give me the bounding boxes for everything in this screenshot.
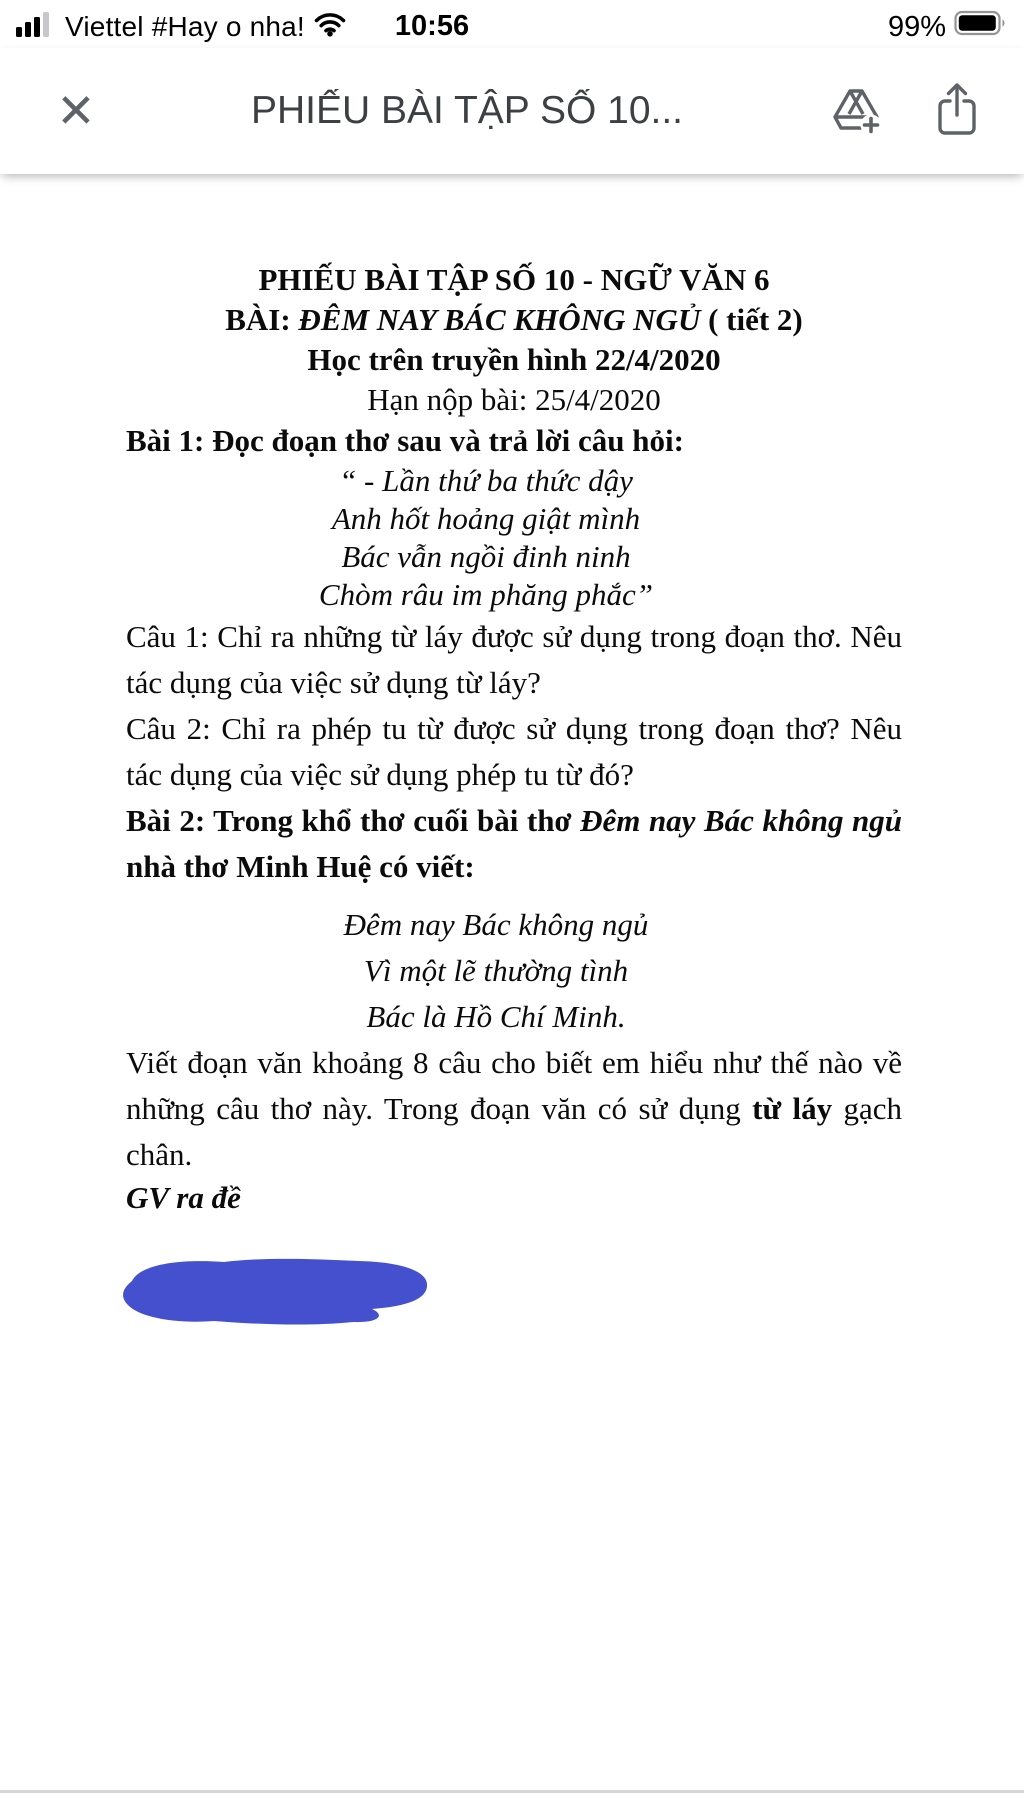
task-paragraph: Viết đoạn văn khoảng 8 câu cho biết em hiểu như thế nào về những câu thơ này. Trong đoạn văn có sử dụng từ láy gạch chân. bbox=[126, 1045, 903, 1172]
battery-percent: 99% bbox=[887, 10, 946, 43]
document-viewer-header bbox=[0, 48, 1024, 174]
doc-deadline-line: Hạn nộp bài: 25/4/2020 bbox=[367, 382, 661, 417]
document-title: PHIẾU BÀI TẬP SỐ 10... bbox=[250, 89, 684, 132]
carrier-label: Viettel #Hay o nha! bbox=[65, 11, 305, 42]
redaction-scribble bbox=[114, 1254, 434, 1328]
exercise1-heading: Bài 1: Đọc đoạn thơ sau và trả lời câu hỏi: bbox=[126, 423, 684, 458]
doc-title-line2: BÀI: ĐÊM NAY BÁC KHÔNG NGỦ ( tiết 2) bbox=[225, 302, 803, 337]
share-icon bbox=[934, 81, 980, 142]
doc-title-line1: PHIẾU BÀI TẬP SỐ 10 - NGỮ VĂN 6 bbox=[258, 262, 770, 297]
poem-1-line: Chòm râu im phăng phắc” bbox=[318, 577, 654, 612]
document-scroll-area[interactable] bbox=[0, 174, 1024, 1820]
poem-1-line: Bác vẫn ngồi đinh ninh bbox=[341, 539, 631, 574]
doc-title-line3: Học trên truyền hình 22/4/2020 bbox=[307, 342, 721, 377]
save-to-drive-button[interactable] bbox=[830, 85, 882, 138]
cellular-signal-icon bbox=[16, 11, 56, 44]
question-1: Câu 1: Chỉ ra những từ láy được sử dụng trong đoạn thơ. Nêu tác dụng của việc sử dụng từ láy? bbox=[126, 619, 902, 700]
drive-add-icon bbox=[830, 85, 882, 138]
teacher-signature-label: GV ra đề bbox=[126, 1180, 241, 1215]
battery-icon bbox=[954, 10, 1008, 44]
close-icon: ✕ bbox=[56, 84, 96, 137]
question-2: Câu 2: Chỉ ra phép tu từ được sử dụng trong đoạn thơ? Nêu tác dụng của việc sử dụng phép tu từ đó? bbox=[126, 711, 902, 792]
poem-2 bbox=[126, 902, 902, 1040]
page-boundary-divider bbox=[0, 1790, 1024, 1793]
wifi-icon bbox=[314, 11, 346, 44]
poem-1-line: Anh hốt hoảng giật mình bbox=[331, 501, 641, 536]
close-button[interactable] bbox=[48, 83, 104, 139]
exercise2-heading: Bài 2: Trong khổ thơ cuối bài thơ Đêm nay Bác không ngủ nhà thơ Minh Huệ có viết: bbox=[126, 803, 902, 884]
poem-1 bbox=[126, 462, 902, 614]
status-bar bbox=[0, 0, 1024, 48]
status-time: 10:56 bbox=[394, 10, 470, 42]
share-button[interactable] bbox=[934, 81, 980, 142]
poem-2-line: Đêm nay Bác không ngủ bbox=[343, 907, 649, 942]
poem-2-line: Bác là Hồ Chí Minh. bbox=[366, 999, 626, 1034]
poem-2-line: Vì một lẽ thường tình bbox=[363, 953, 629, 988]
poem-1-line: “ - Lần thứ ba thức dậy bbox=[339, 463, 633, 498]
